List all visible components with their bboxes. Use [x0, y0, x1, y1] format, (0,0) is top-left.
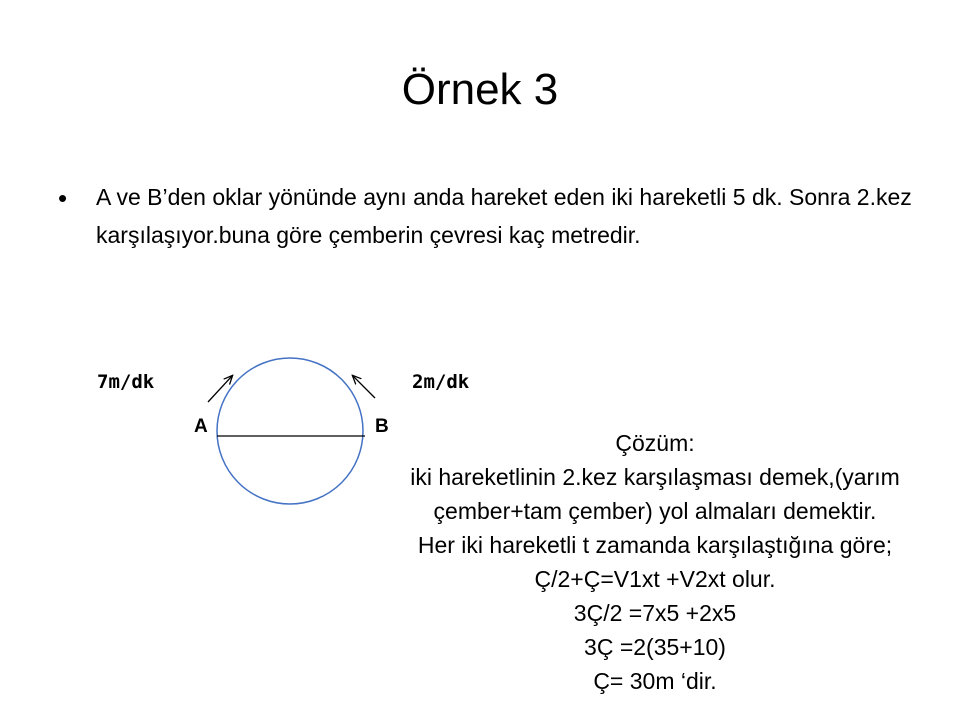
arrow-a-icon	[208, 376, 232, 402]
problem-text: A ve B’den oklar yönünde aynı anda hareket eden iki hareketli 5 dk. Sonra 2.kez karşılaşıyor.buna göre çemberin çevresi kaç metredir.	[96, 184, 912, 248]
solution-line: çember+tam çember) yol almaları demektir.	[433, 498, 877, 524]
slide-title: Örnek 3	[401, 65, 559, 114]
solution-line: iki hareketlinin 2.kez karşılaşması demek,(yarım	[410, 464, 900, 490]
solution-line: Her iki hareketli t zamanda karşılaştığına göre;	[417, 532, 893, 558]
speed-a-label: 7m/dk	[97, 371, 155, 393]
solution-line: 3Ç =2(35+10)	[584, 634, 726, 660]
bullet-icon: •	[58, 183, 68, 213]
arrow-b-icon	[353, 376, 375, 398]
solution-block	[340, 426, 960, 698]
speed-b-label: 2m/dk	[412, 371, 470, 393]
point-b-label: B	[375, 416, 389, 437]
solution-line: Ç= 30m ‘dir.	[593, 668, 717, 694]
solution-line: Çözüm:	[615, 430, 695, 456]
solution-line: Ç/2+Ç=V1xt +V2xt olur.	[534, 566, 776, 592]
solution-line: 3Ç/2 =7x5 +2x5	[573, 600, 737, 626]
point-a-label: A	[194, 416, 208, 437]
